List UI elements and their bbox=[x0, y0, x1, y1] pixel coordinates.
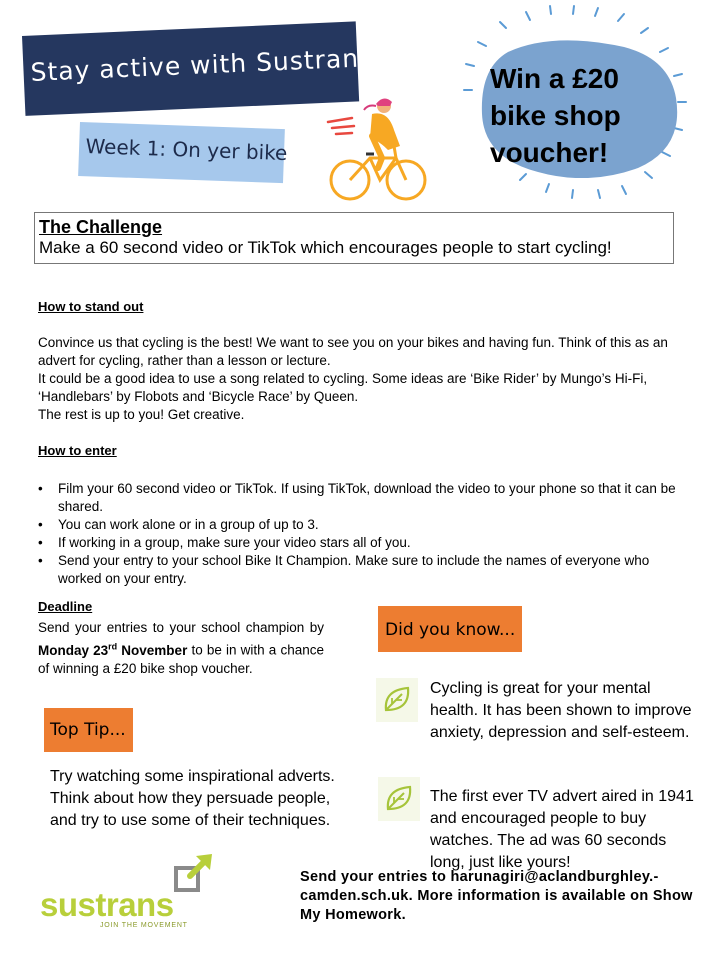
sustrans-logo bbox=[40, 886, 174, 924]
week-subtitle: Week 1: On yer bike bbox=[85, 134, 288, 166]
logo-trans: trans bbox=[95, 886, 174, 923]
list-item bbox=[38, 480, 678, 516]
stand-out-heading: How to stand out bbox=[38, 299, 144, 314]
logo-tagline: JOIN THE MOVEMENT bbox=[100, 922, 188, 929]
enter-list bbox=[38, 480, 678, 588]
top-tip-text: Try watching some inspirational adverts. Think about how they persuade people, and try to use some of their techniques. bbox=[50, 768, 335, 829]
bullet: • bbox=[38, 481, 43, 496]
leaf-icon bbox=[376, 678, 418, 722]
list-item-text: If working in a group, make sure your video stars all of you. bbox=[58, 535, 411, 550]
deadline-text: to be in with a chance of winning a £20 bike shop voucher. bbox=[38, 642, 324, 676]
list-item-text: Film your 60 second video or TikTok. If using TikTok, download the video to your phone so that it can be shared. bbox=[58, 481, 676, 514]
list-item bbox=[38, 552, 678, 588]
deadline-ordinal: rd bbox=[108, 641, 118, 651]
did-you-know-label: Did you know... bbox=[385, 620, 516, 640]
stand-out-paragraph: It could be a good idea to use a song related to cycling. Some ideas are ‘Bike Rider’ by Mungo’s Hi-Fi, ‘Handlebars’ by Flobots and ‘Bicycle Race’ by Queen. bbox=[38, 371, 648, 404]
cyclist-icon bbox=[326, 96, 430, 204]
list-item bbox=[38, 534, 678, 552]
stand-out-paragraph: Convince us that cycling is the best! We want to see you on your bikes and having fun. Think of this as an advert for cycling, rather than a lesson or lecture. bbox=[38, 335, 668, 368]
top-tip-label: Top Tip... bbox=[50, 720, 126, 740]
challenge-box bbox=[34, 212, 674, 264]
stand-out-body bbox=[38, 334, 678, 424]
deadline-heading: Deadline bbox=[38, 599, 93, 614]
voucher-line-1: Win a £20 bbox=[490, 63, 619, 94]
challenge-text: Make a 60 second video or TikTok which encourages people to start cycling! bbox=[39, 238, 612, 257]
voucher-line-2: bike shop bbox=[490, 100, 621, 131]
deadline-month: November bbox=[117, 642, 188, 658]
leaf-icon bbox=[378, 777, 420, 821]
deadline-text: Send your entries to your school champion by bbox=[38, 620, 324, 635]
deadline-body bbox=[38, 619, 324, 678]
voucher-line-3: voucher! bbox=[490, 137, 609, 168]
footer-text: Send your entries to harunagiri@aclandburghley.-camden.sch.uk. More information is available on Show My Homework. bbox=[300, 869, 693, 923]
voucher-text bbox=[490, 60, 670, 171]
fact-text: The first ever TV advert aired in 1941 and encouraged people to buy watches. The ad was 60 seconds long, just like yours! bbox=[430, 788, 694, 871]
deadline-day: Monday 23 bbox=[38, 642, 109, 658]
bullet: • bbox=[38, 535, 43, 550]
list-item-text: You can work alone or in a group of up to 3. bbox=[58, 517, 319, 532]
bullet: • bbox=[38, 553, 43, 568]
challenge-title: The Challenge bbox=[39, 217, 163, 237]
list-item bbox=[38, 516, 678, 534]
enter-heading: How to enter bbox=[38, 443, 117, 458]
logo-sus: sus bbox=[40, 886, 96, 923]
sustrans-logo-arrow-icon bbox=[174, 852, 214, 894]
deadline-date bbox=[38, 643, 187, 658]
bullet: • bbox=[38, 517, 43, 532]
page-title: Stay active with Sustrans bbox=[30, 43, 374, 87]
stand-out-paragraph: The rest is up to you! Get creative. bbox=[38, 407, 245, 422]
list-item-text: Send your entry to your school Bike It Champion. Make sure to include the names of everyone who worked on your entry. bbox=[58, 553, 650, 586]
fact-text: Cycling is great for your mental health. It has been shown to improve anxiety, depression and self-esteem. bbox=[430, 680, 692, 741]
